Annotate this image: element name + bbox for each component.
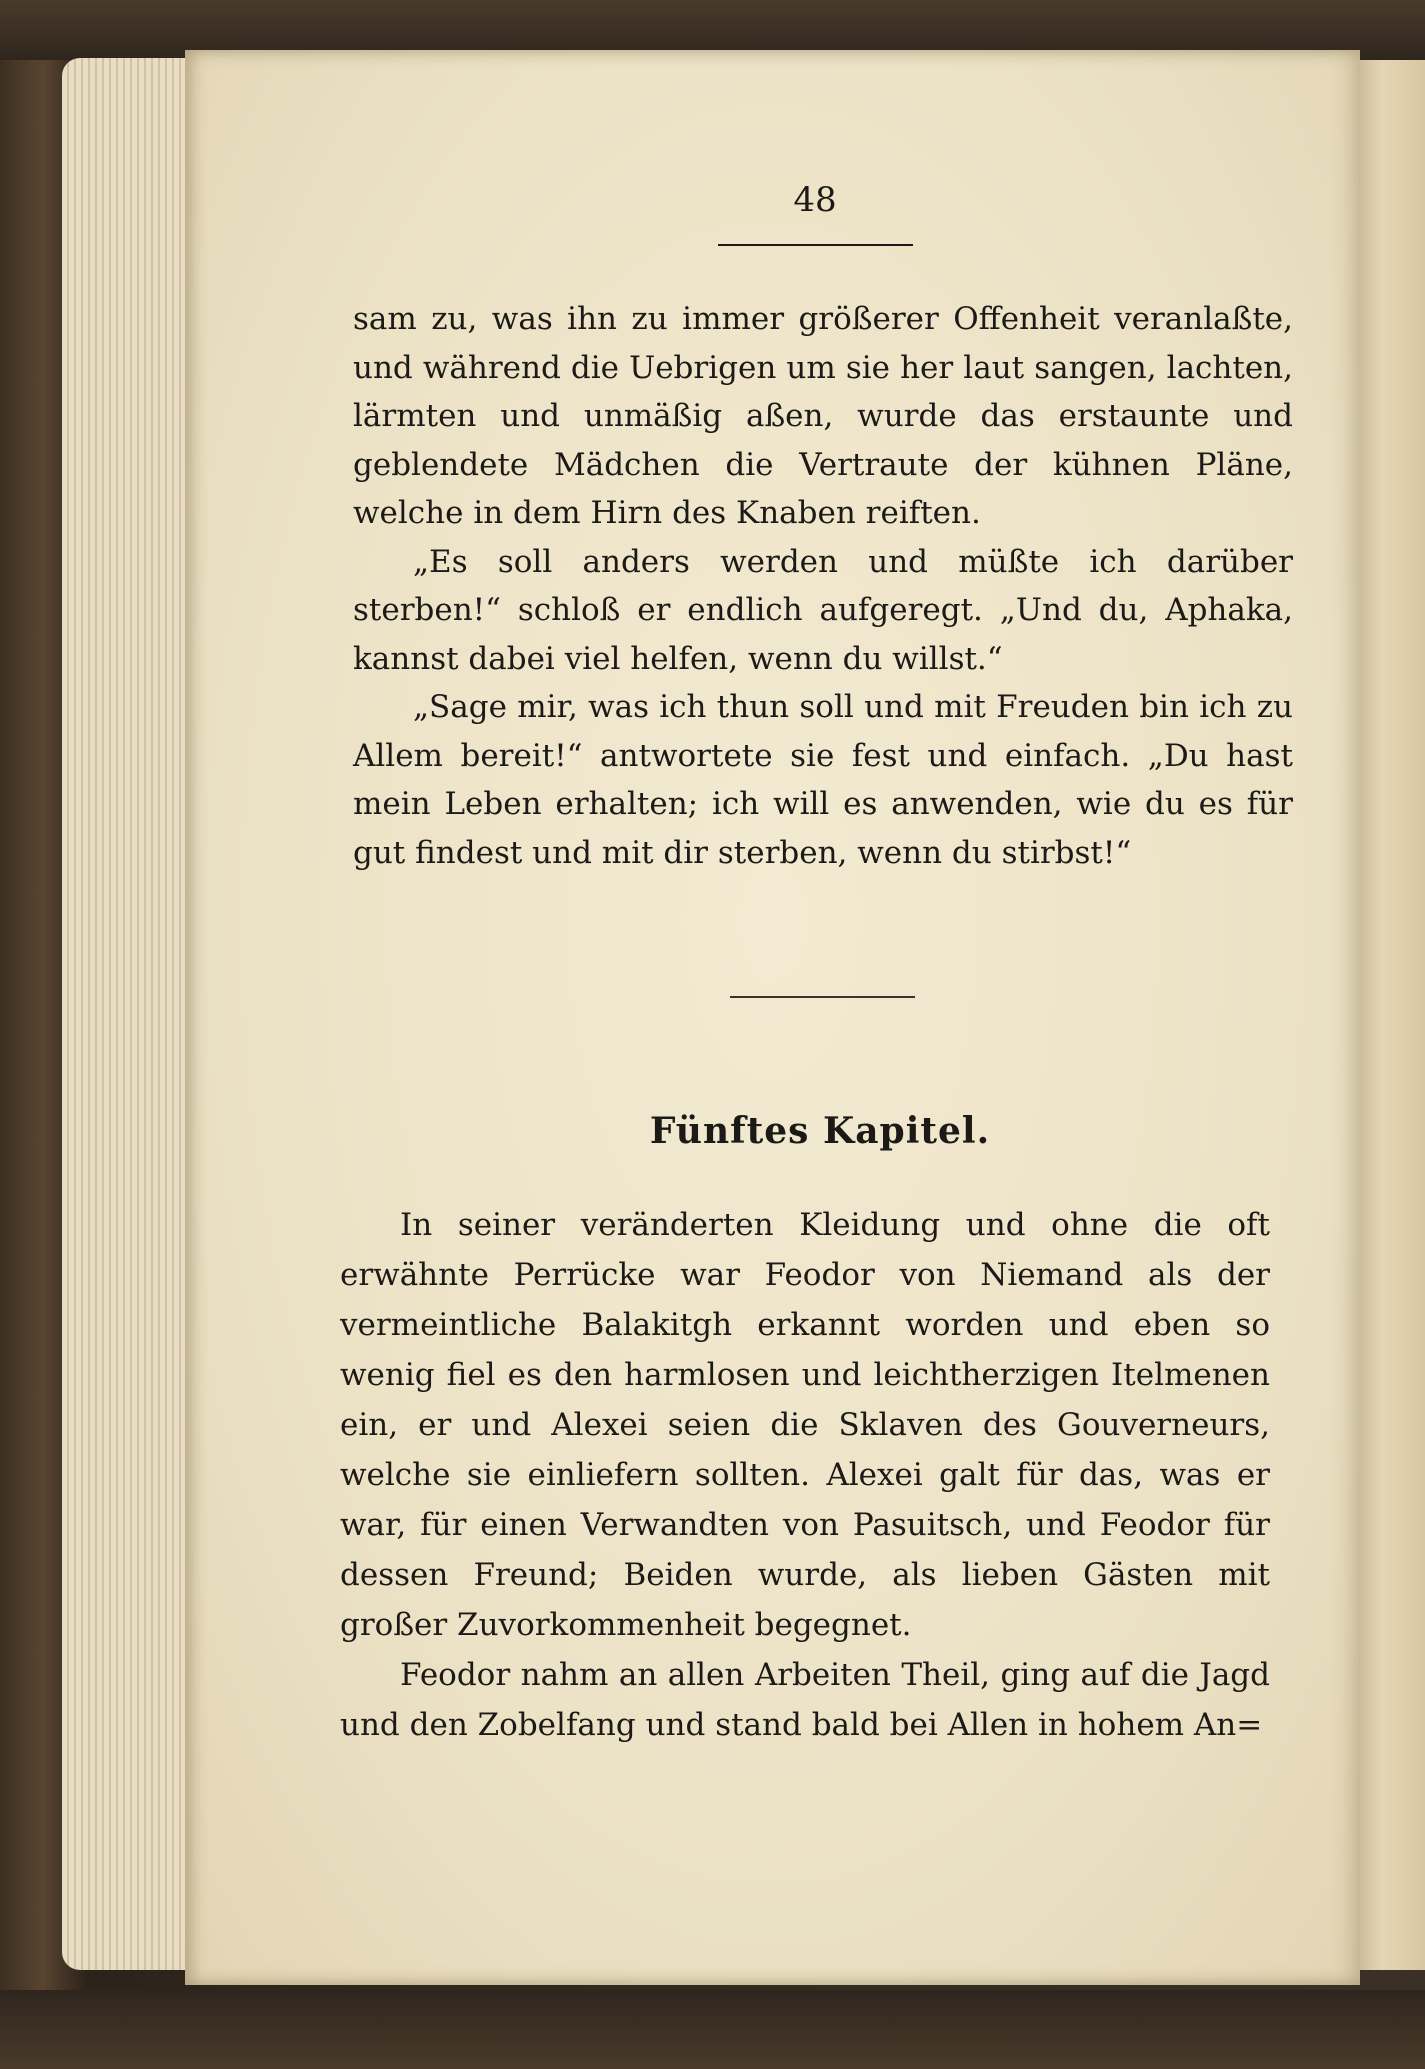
text-after-chapter	[340, 1200, 1270, 1750]
chapter-title: Fünftes Kapitel.	[649, 1110, 991, 1152]
book-cover-bottom	[0, 1990, 1425, 2069]
paragraph: „Sage mir, was ich thun soll und mit Freuden bin ich zu Allem bereit!“ antwortete sie fest und einfach. „Du hast mein Leben erhalten; ich will es anwenden, wie du es für gut findest und mit dir sterben, wenn du stirbst!“	[353, 689, 1293, 871]
section-divider	[730, 996, 915, 998]
header-rule	[718, 244, 913, 246]
paragraph: In seiner veränderten Kleidung und ohne die oft erwähnte Perrücke war Feodor von Niemand als der vermeintliche Balakitgh erkannt worden und eben so wenig fiel es den harmlosen und leichtherzigen Itelmenen ein, er und Alexei seien die Sklaven des Gouverneurs, welche sie einliefern sollten. Alexei galt für das, was er war, für einen Verwandten von Pasuitsch, und Feodor für dessen Freund; Beiden wurde, als lieben Gästen mit großer Zuvorkommenheit begegnet.	[340, 1207, 1270, 1643]
facing-page-edge	[1355, 60, 1425, 1970]
text-before-chapter	[353, 295, 1293, 877]
paragraph: sam zu, was ihn zu immer größerer Offenheit veranlaßte, und während die Uebrigen um sie her laut sangen, lachten, lärmten und unmäßig aßen, wurde das erstaunte und geblendete Mädchen die Vertraute der kühnen Pläne, welche in dem Hirn des Knaben reiften.	[353, 301, 1293, 531]
paragraph: Feodor nahm an allen Arbeiten Theil, ging auf die Jagd und den Zobelfang und stand bald bei Allen in hohem An=	[340, 1657, 1270, 1743]
page-number: 48	[793, 180, 837, 220]
paragraph: „Es soll anders werden und müßte ich darüber sterben!“ schloß er endlich aufgeregt. „Und du, Aphaka, kannst dabei viel helfen, wenn du willst.“	[353, 543, 1293, 677]
page-edges	[62, 58, 202, 1970]
